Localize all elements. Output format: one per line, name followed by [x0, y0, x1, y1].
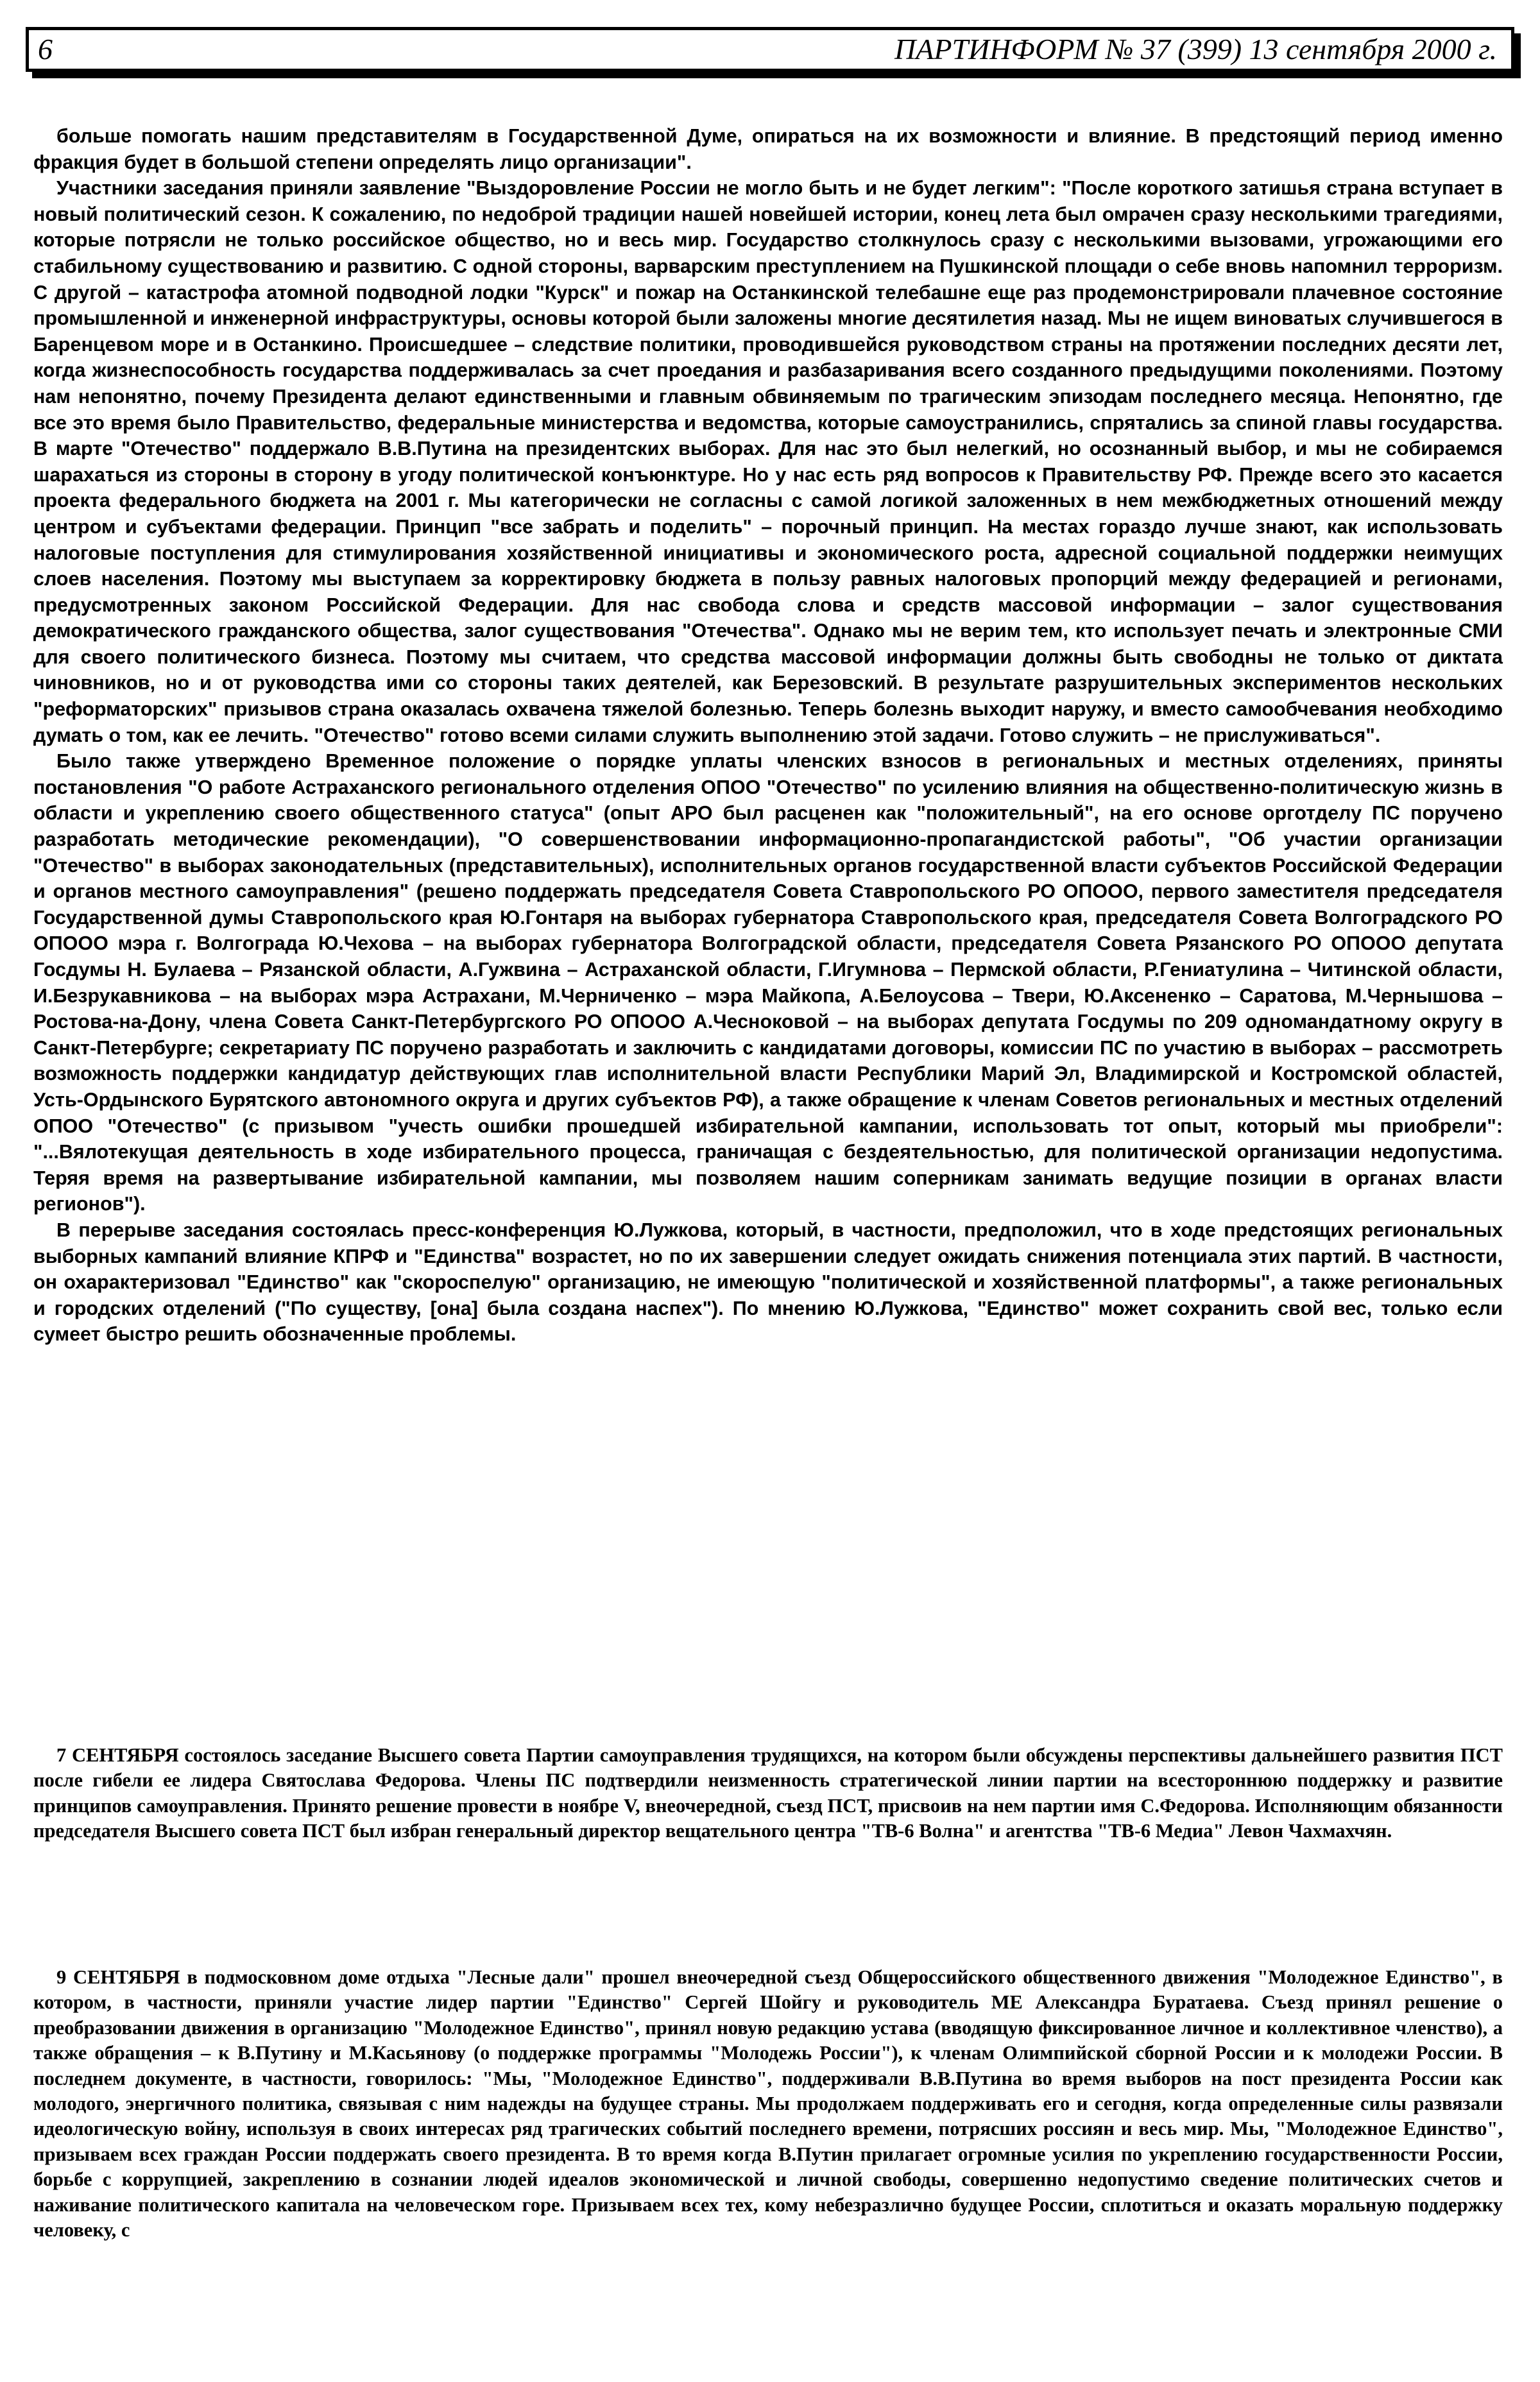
issue-title: ПАРТИНФОРМ № 37 (399) 13 сентября 2000 г. — [894, 33, 1497, 65]
news-item-text: 7 СЕНТЯБРЯ состоялось заседание Высшего совета Партии самоуправления трудящихся, на котором были обсуждены перспективы дальнейшего развития ПСТ после гибели ее лидера Святослава Федорова. Члены ПС подтвердили неизменность стратегической линии партии на всестороннюю поддержку и развитие принципов самоуправления. Принято решение провести в ноябре V, внеочередной, съезд ПСТ, присвоив на нем партии имя С.Федорова. Исполняющим обязанности председателя Высшего совета ПСТ был избран генеральный директор вещательного центра "ТВ-6 Волна" и агентства "ТВ-6 Медиа" Левон Чахмахчян. — [33, 1744, 1503, 1842]
article-paragraph: В перерыве заседания состоялась пресс-конференция Ю.Лужкова, который, в частности, предположил, что в ходе предстоящих региональных выборных кампаний влияние КПРФ и "Единства" возрастет, но по их завершении следует ожидать снижения потенциала этих партий. В частности, он охарактеризовал "Единство" как "скороспелую" организацию, не имеющую "политической и хозяйственной платформы", а также региональных и городских отделений ("По существу, [она] была создана наспех"). По мнению Ю.Лужкова, "Единство" может сохранить свой вес, только если сумеет быстро решить обозначенные проблемы. — [33, 1219, 1503, 1346]
article-body — [33, 123, 1503, 1348]
news-item — [33, 1743, 1503, 1844]
article-paragraph: Участники заседания приняли заявление "Выздоровление России не могло быть и не будет легким": "После короткого затишья страна вступает в новый политический сезон. К сожалению, по недоброй традиции нашей новейшей истории, конец лета был омрачен сразу несколькими трагедиями, которые потрясли не только российское общество, но и весь мир. Государство столкнулось сразу с несколькими вызовами, угрожающими его стабильному существованию и развитию. С одной стороны, варварским преступлением на Пушкинской площади о себе вновь напомнил терроризм. С другой – катастрофа атомной подводной лодки "Курск" и пожар на Останкинской телебашне еще раз продемонстрировали плачевное состояние промышленной и инженерной инфраструктуры, основы которой были заложены многие десятилетия назад. Мы не ищем виноватых случившегося в Баренцевом море и в Останкино. Происшедшее – следствие политики, проводившейся руководством страны на протяжении последних десяти лет, когда жизнеспособность государства поддерживалась за счет проедания и разбазаривания всего созданного предыдущими поколениями. Поэтому нам непонятно, почему Президента делают единственными и главным обвиняемым по трагическим эпизодам последнего месяца. Непонятно, где все это время было Правительство, федеральные министерства и ведомства, которые самоустранились, спрятались за спиной главы государства. В марте "Отечество" поддержало В.В.Путина на президентских выборах. Для нас это был нелегкий, но осознанный выбор, и мы не собираемся шарахаться из стороны в сторону в угоду политической конъюнктуре. Но у нас есть ряд вопросов к Правительству РФ. Прежде всего это касается проекта федерального бюджета на 2001 г. Мы категорически не согласны с самой логикой заложенных в нем межбюджетных отношений между центром и субъектами федерации. Принцип "все забрать и поделить" – порочный принцип. На местах гораздо лучше знают, как использовать налоговые поступления для стимулирования хозяйственной инициативы и экономического роста, адресной социальной поддержки неимущих слоев населения. Поэтому мы выступаем за корректировку бюджета в пользу равных налоговых пропорций между федерацией и регионами, предусмотренных законом Российской Федерации. Для нас свобода слова и средств массовой информации – залог существования демократического гражданского общества, залог существования "Отечества". Однако мы не верим тем, кто использует печать и электронные СМИ для своего политического бизнеса. Поэтому мы считаем, что средства массовой информации должны быть свободны не только от диктата чиновников, но и от руководства ими со стороны таких деятелей, как Березовский. В результате разрушительных экспериментов нескольких "реформаторских" призывов страна оказалась охвачена тяжелой болезнью. Теперь болезнь выходит наружу, и вместо самообчевания необходимо думать о том, как ее лечить. "Отечество" готово всеми силами служить выполнению этой задачи. Готово служить – не прислуживаться". — [33, 177, 1503, 746]
page-number: 6 — [38, 33, 53, 65]
article-paragraph: больше помогать нашим представителям в Государственной Думе, опираться на их возможности и влияние. В предстоящий период именно фракция будет в большой степени определять лицо организации". — [33, 125, 1503, 173]
news-item-text: 9 СЕНТЯБРЯ в подмосковном доме отдыха "Лесные дали" прошел внеочередной съезд Общероссийского общественного движения "Молодежное Единство", в котором, в частности, приняли участие лидер партии "Единство" Сергей Шойгу и руководитель МЕ Александра Буратаева. Съезд принял решение о преобразовании движения в организацию "Молодежное Единство", принял новую редакцию устава (вводящую фиксированное личное и коллективное членство), а также обращения – к В.Путину и М.Касьянову (о поддержке программы "Молодежь России"), к членам Олимпийской сборной России и к молодежи России. В последнем документе, в частности, говорилось: "Мы, "Молодежное Единство", поддерживали В.В.Путина во время выборов на пост президента России как молодого, энергичного политика, связывая с ним надежды на будущее страны. Мы продолжаем поддерживать его и сегодня, когда определенные силы развязали идеологическую войну, используя в своих интересах ряд трагических событий последнего времени, потрясших россиян и весь мир. Мы, "Молодежное Единство", призываем всех граждан России поддержать своего президента. В то время когда В.Путин прилагает огромные усилия по укреплению государственности России, борьбе с коррупцией, закреплению в сознании людей идеалов экономической и личной свободы, совершенно недопустимо сведение политических счетов и наживание политического капитала на человеческом горе. Призываем всех тех, кому небезразлично будущее России, сплотиться и оказать моральную поддержку человеку, с — [33, 1966, 1503, 2241]
news-item — [33, 1965, 1503, 2243]
article-paragraph: Было также утверждено Временное положение о порядке уплаты членских взносов в региональных и местных отделениях, приняты постановления "О работе Астраханского регионального отделения ОПОО "Отечество" по усилению влияния на общественно-политическую жизнь в области и укреплению своего общественного статуса" (опыт АРО был расценен как "положительный", на его основе орготделу ПС поручено разработать методические рекомендации), "О совершенствовании информационно-пропагандистской работы", "Об участии организации "Отечество" в выборах законодательных (представительных), исполнительных органов государственной власти субъектов Российской Федерации и органов местного самоуправления" (решено поддержать председателя Совета Ставропольского РО ОПООО, первого заместителя председателя Государственной думы Ставропольского края Ю.Гонтаря на выборах губернатора Ставропольского края, председателя Совета Волгоградского РО ОПООО мэра г. Волгограда Ю.Чехова – на выборах губернатора Волгоградской области, председателя Совета Рязанского РО ОПООО депутата Госдумы Н. Булаева – Рязанской области, А.Гужвина – Астраханской области, Г.Игумнова – Пермской области, Р.Гениатулина – Читинской области, И.Безрукавникова – на выборах мэра Астрахани, М.Черниченко – мэра Майкопа, А.Белоусова – Твери, Ю.Аксененко – Саратова, М.Чернышова – Ростова-на-Дону, члена Совета Санкт-Петербургского РО ОПООО А.Чесноковой – на выборах депутата Госдумы по 209 одномандатному округу в Санкт-Петербурге; секретариату ПС поручено разработать и заключить с кандидатами договоры, комиссии ПС по участию в выборах – рассмотреть возможность поддержки кандидатур действующих глав исполнительной власти Республики Марий Эл, Владимирской и Костромской областей, Усть-Ордынского Бурятского автономного округа и других субъектов РФ), а также обращение к членам Советов региональных и местных отделений ОПОО "Отечество" (с призывом "учесть ошибки прошедшей избирательной кампании, использовать тот опыт, который мы приобрели": "...Вялотекущая деятельность в ходе избирательного процесса, граничащая с бездеятельностью, для политической организации недопустима. Теряя время на развертывание избирательной кампании, мы позволяем нашим соперникам занимать ведущие позиции в органах власти регионов"). — [33, 750, 1503, 1215]
page-header — [26, 27, 1514, 72]
